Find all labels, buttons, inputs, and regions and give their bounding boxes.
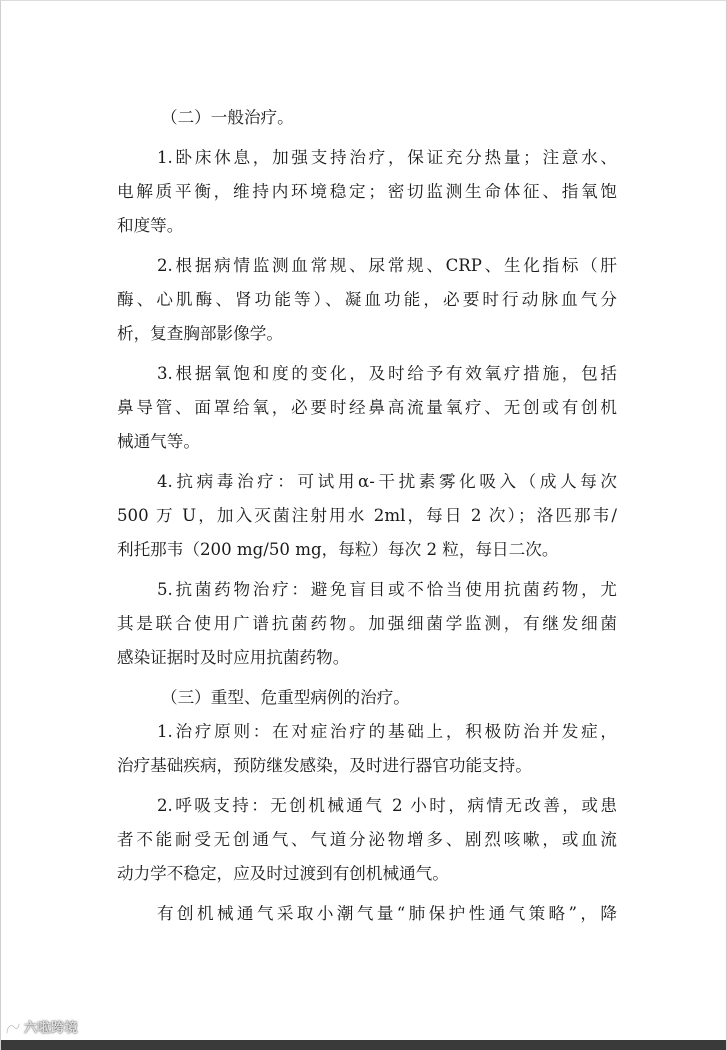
text-line: 2.呼吸支持：无创机械通气 2 小时，病情无改善，或患 — [157, 796, 617, 815]
paragraph-monitoring — [117, 249, 617, 351]
text-line: 析，复查胸部影像学。 — [117, 324, 283, 343]
text-line: 500 万 U，加入灭菌注射用水 2ml，每日 2 次）；洛匹那韦/ — [117, 506, 617, 525]
section-heading: （三）重型、危重型病例的治疗。 — [161, 688, 410, 707]
watermark-logo-icon — [5, 1022, 21, 1036]
text-line: 者不能耐受无创通气、气道分泌物增多、剧烈咳嗽，或血流 — [117, 830, 617, 849]
text-line: 治疗基础疾病，预防继发感染，及时进行器官功能支持。 — [117, 756, 532, 775]
text-line: 3.根据氧饱和度的变化，及时给予有效氧疗措施，包括 — [157, 364, 617, 383]
text-line: 酶、心肌酶、肾功能等）、凝血功能，必要时行动脉血气分 — [117, 290, 617, 309]
paragraph-antiviral — [117, 465, 617, 567]
text-line: 其是联合使用广谱抗菌药物。加强细菌学监测，有继发细菌 — [117, 614, 617, 633]
paragraph-oxygen-therapy — [117, 357, 617, 459]
text-line: 1.治疗原则：在对症治疗的基础上，积极防治并发症， — [157, 722, 617, 741]
text-line: 动力学不稳定，应及时过渡到有创机械通气。 — [117, 864, 449, 883]
paragraph-antibacterial — [117, 573, 617, 675]
text-line: 鼻导管、面罩给氧，必要时经鼻高流量氧疗、无创或有创机 — [117, 398, 617, 417]
bottom-bar — [1, 1040, 726, 1050]
text-line: 4.抗病毒治疗：可试用α-干扰素雾化吸入（成人每次 — [157, 472, 617, 491]
text-line: 感染证据时及时应用抗菌药物。 — [117, 648, 350, 667]
text-line: 1.卧床休息，加强支持治疗，保证充分热量；注意水、 — [157, 148, 617, 167]
text-line: 和度等。 — [117, 216, 184, 235]
text-line: 2.根据病情监测血常规、尿常规、CRP、生化指标（肝 — [157, 256, 617, 275]
watermark-text: 六啦跨境 — [24, 1021, 79, 1036]
document-body — [117, 101, 617, 931]
heading-severe-cases — [117, 681, 617, 715]
text-line: 械通气等。 — [117, 432, 200, 451]
text-line: 利托那韦（200 mg/50 mg，每粒）每次 2 粒，每日二次。 — [117, 540, 559, 559]
paragraph-respiratory-support — [117, 789, 617, 891]
watermark — [5, 1020, 78, 1038]
paragraph-invasive-ventilation — [117, 897, 617, 931]
heading-general-treatment — [117, 101, 617, 135]
paragraph-treatment-principle — [117, 715, 617, 783]
text-line: 5.抗菌药物治疗：避免盲目或不恰当使用抗菌药物，尤 — [157, 580, 617, 599]
text-line: 有创机械通气采取小潮气量“肺保护性通气策略”，降 — [157, 904, 617, 923]
paragraph-bed-rest — [117, 141, 617, 243]
section-heading: （二）一般治疗。 — [161, 108, 294, 127]
text-line: 电解质平衡，维持内环境稳定；密切监测生命体征、指氧饱 — [117, 182, 617, 201]
